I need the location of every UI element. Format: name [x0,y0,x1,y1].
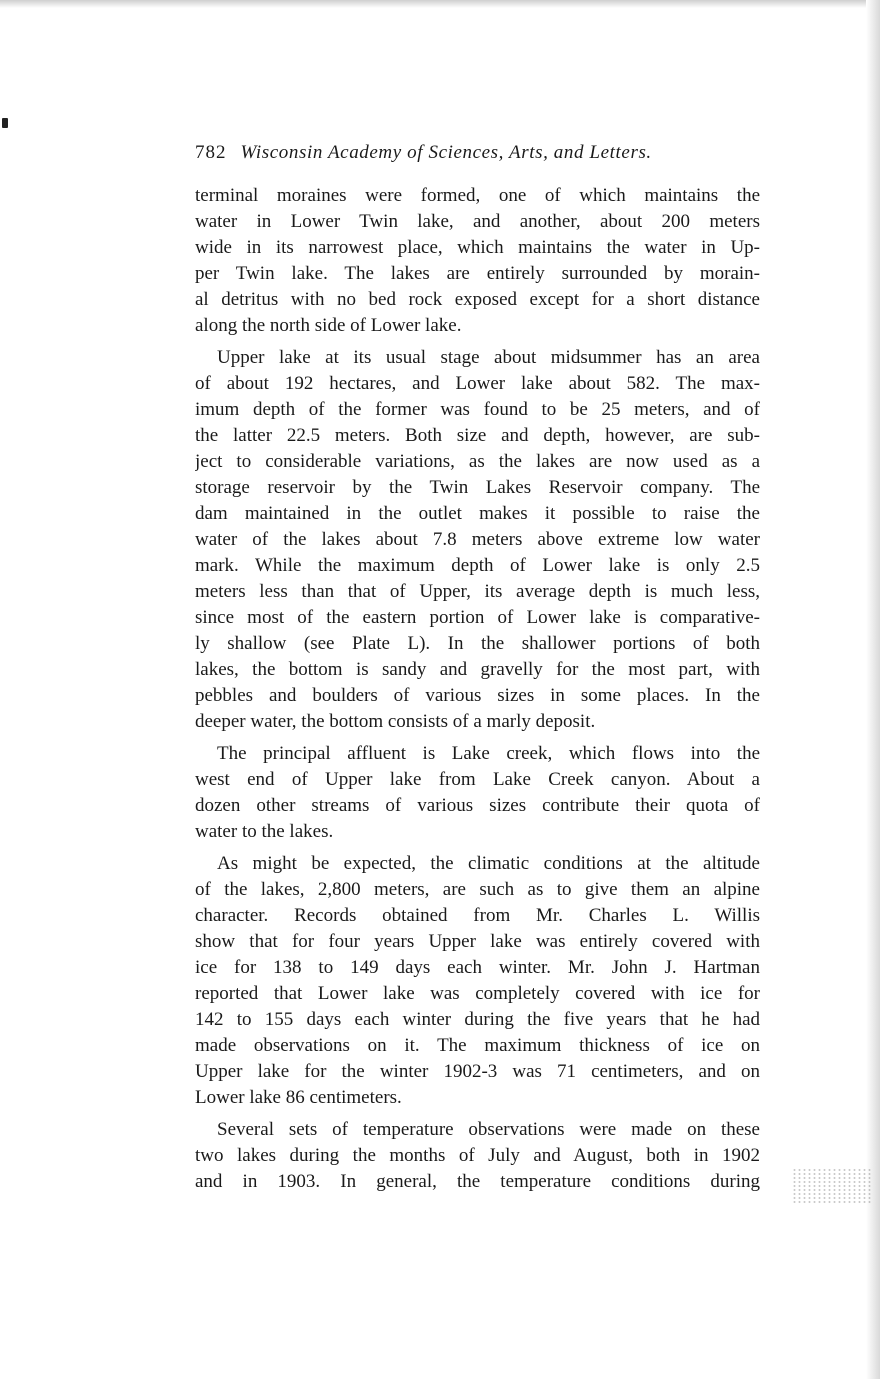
text-line: dam maintained in the outlet makes it possible to raise the [195,503,760,524]
text-line: made observations on it. The maximum thickness of ice on [195,1035,760,1056]
text-line: Upper lake for the winter 1902-3 was 71 centimeters, and on [195,1061,760,1082]
page-edge-top [0,0,880,8]
text-line: water of the lakes about 7.8 meters above extreme low water [195,529,760,550]
text-line: lakes, the bottom is sandy and gravelly for the most part, with [195,659,760,680]
text-line: storage reservoir by the Twin Lakes Reservoir company. The [195,477,760,498]
text-line: per Twin lake. The lakes are entirely surrounded by morain- [195,263,760,284]
text-line: 142 to 155 days each winter during the five years that he had [195,1009,760,1030]
paragraph [195,741,760,845]
text-line: ject to considerable variations, as the lakes are now used as a [195,451,760,472]
text-line: mark. While the maximum depth of Lower lake is only 2.5 [195,555,760,576]
paragraph [195,345,760,735]
text-line: of the lakes, 2,800 meters, are such as to give them an alpine [195,879,760,900]
journal-title: Wisconsin Academy of Sciences, Arts, and Letters. [240,142,652,163]
text-line: al detritus with no bed rock exposed except for a short distance [195,289,760,310]
paragraph [195,1117,760,1195]
text-line: wide in its narrowest place, which maintains the water in Up- [195,237,760,258]
text-line: show that for four years Upper lake was entirely covered with [195,931,760,952]
scan-noise [792,1168,872,1204]
text-line: west end of Upper lake from Lake Creek canyon. About a [195,769,760,790]
text-line: pebbles and boulders of various sizes in some places. In the [195,685,760,706]
page-number: 782 [195,142,227,163]
text-line: along the north side of Lower lake. [195,315,462,336]
text-line: water in Lower Twin lake, and another, about 200 meters [195,211,760,232]
text-line: dozen other streams of various sizes contribute their quota of [195,795,760,816]
text-line: Lower lake 86 centimeters. [195,1087,402,1108]
text-line: The principal affluent is Lake creek, which flows into the [217,743,760,764]
text-line: Several sets of temperature observations were made on these [217,1119,760,1140]
scan-margin-mark [2,118,8,128]
text-line: As might be expected, the climatic conditions at the altitude [217,853,760,874]
text-line: meters less than that of Upper, its average depth is much less, [195,581,760,602]
text-line: imum depth of the former was found to be 25 meters, and of [195,399,760,420]
paragraph [195,851,760,1111]
text-line: two lakes during the months of July and August, both in 1902 [195,1145,760,1166]
text-line: reported that Lower lake was completely covered with ice for [195,983,760,1004]
text-line: Upper lake at its usual stage about midsummer has an area [217,347,760,368]
text-line: deeper water, the bottom consists of a marly deposit. [195,711,596,732]
running-head [195,142,755,164]
text-line: terminal moraines were formed, one of which maintains the [195,185,760,206]
body-text [195,183,760,1195]
text-line: of about 192 hectares, and Lower lake about 582. The max- [195,373,760,394]
text-line: since most of the eastern portion of Lower lake is comparative- [195,607,760,628]
text-line: and in 1903. In general, the temperature conditions during [195,1171,760,1192]
text-line: character. Records obtained from Mr. Charles L. Willis [195,905,760,926]
text-line: ice for 138 to 149 days each winter. Mr. John J. Hartman [195,957,760,978]
text-line: water to the lakes. [195,821,334,842]
paragraph [195,183,760,339]
text-line: ly shallow (see Plate L). In the shallower portions of both [195,633,760,654]
text-line: the latter 22.5 meters. Both size and depth, however, are sub- [195,425,760,446]
